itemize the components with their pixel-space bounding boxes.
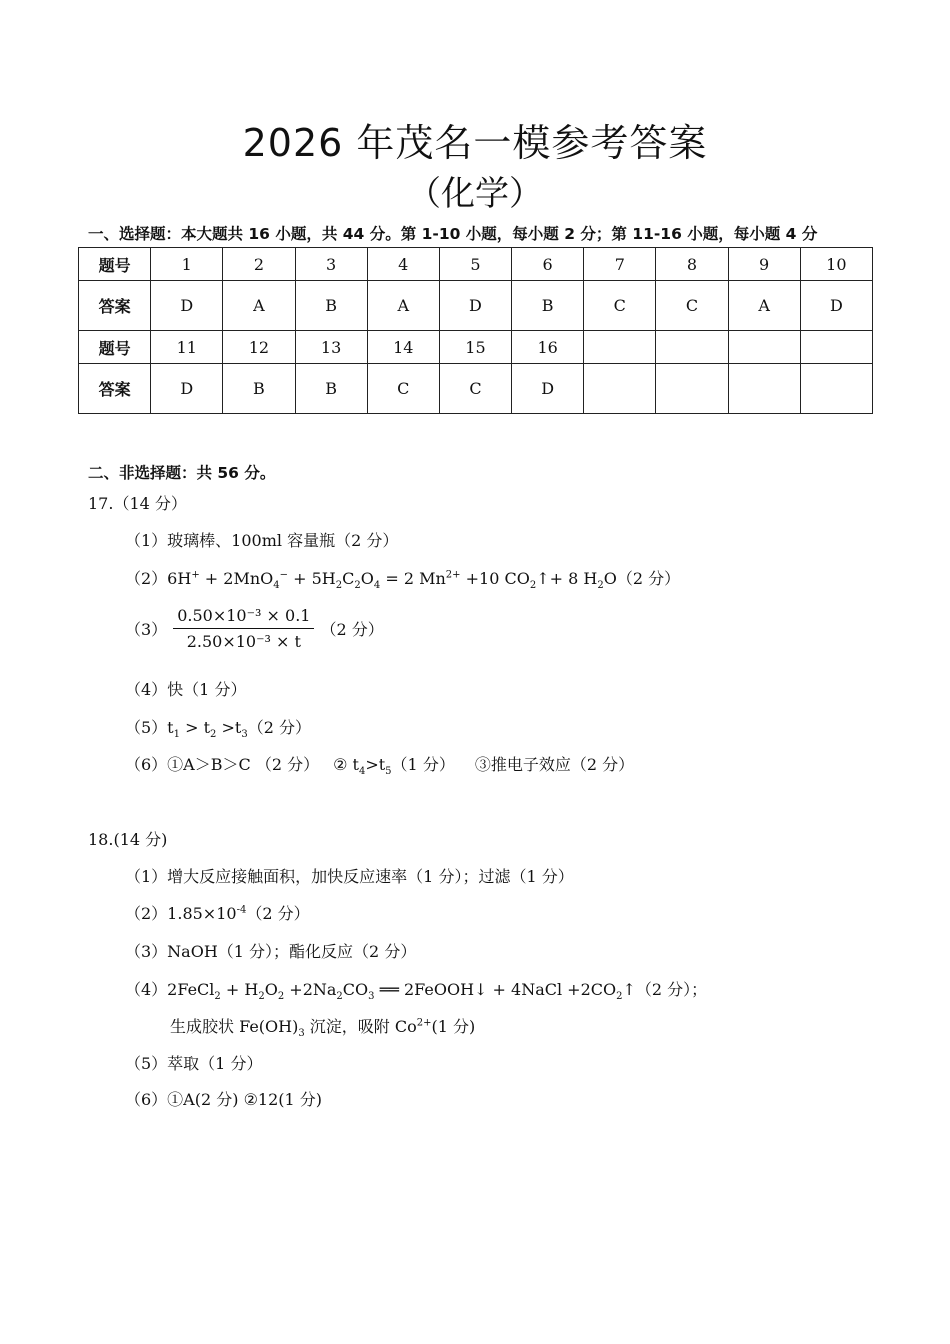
question-number-cell: 13	[295, 331, 367, 364]
answer-cell	[800, 364, 872, 414]
question-number-cell	[800, 331, 872, 364]
q17-part4: （4）快（1 分）	[125, 680, 247, 699]
question-number-row-label: 题号	[79, 248, 151, 281]
question-number-cell: 6	[512, 248, 584, 281]
question-number-cell: 4	[367, 248, 439, 281]
answer-row-label: 答案	[79, 364, 151, 414]
answer-cell	[728, 364, 800, 414]
question-number-cell: 9	[728, 248, 800, 281]
question-number-cell	[656, 331, 728, 364]
answer-cell: A	[223, 281, 295, 331]
rate-fraction	[173, 606, 314, 651]
answer-row	[79, 281, 873, 331]
answer-cell: D	[151, 364, 223, 414]
question-number-cell: 16	[512, 331, 584, 364]
question-number-row	[79, 248, 873, 281]
answer-cell	[656, 364, 728, 414]
answer-cell: D	[151, 281, 223, 331]
answer-cell: B	[295, 364, 367, 414]
q17-part3: （3） $\frac{\text{0.50×10⁻³ × 0.1}}{\text{2.50×10⁻³ × t}}$ （2 分）	[125, 606, 384, 651]
section1-heading: 一、选择题：本大题共 16 小题，共 44 分。第 1-10 小题，每小题 2 分；第 11-16 小题，每小题 4 分	[88, 225, 818, 243]
question-number-cell: 10	[800, 248, 872, 281]
answer-cell: C	[367, 364, 439, 414]
page-title: 2026 年茂名一模参考答案	[242, 121, 708, 165]
question-number-cell: 2	[223, 248, 295, 281]
q18-title: 18.(14 分)	[88, 830, 168, 849]
answer-cell: D	[439, 281, 511, 331]
answer-row	[79, 364, 873, 414]
section2-heading: 二、非选择题：共 56 分。	[88, 464, 276, 482]
answer-cell: D	[512, 364, 584, 414]
q18-part4-continued: 生成胶状 $Fe(OH)_3$ 沉淀，吸附 $Co^{2+}(1$ 分)	[170, 1017, 476, 1040]
answer-cell: C	[584, 281, 656, 331]
question-number-cell: 1	[151, 248, 223, 281]
answer-row-label: 答案	[79, 281, 151, 331]
answer-cell	[584, 364, 656, 414]
question-number-cell: 5	[439, 248, 511, 281]
answer-cell: B	[223, 364, 295, 414]
answer-table	[78, 247, 873, 414]
fraction-denominator: 2.50×10⁻³ × t	[186, 632, 301, 651]
question-number-cell: 15	[439, 331, 511, 364]
answer-cell: D	[800, 281, 872, 331]
answer-cell: B	[295, 281, 367, 331]
q18-part3: （3）NaOH（1 分）；酯化反应（2 分）	[125, 942, 417, 961]
question-number-cell: 12	[223, 331, 295, 364]
q17-part2: $(2)6H^+ + 2MnO_4^- + 5H_2C_2O_4 = 2$ $Mn^{2+} +10$ $CO_2↑+ 8$ $H_2O(2$ 分）	[125, 569, 681, 592]
q17-part5: $(5)t_1 > t_2 >t_3(2$ 分）	[125, 718, 311, 741]
answer-cell: A	[728, 281, 800, 331]
question-number-row-label: 题号	[79, 331, 151, 364]
q18-part2: $(2)1.85\times 10^{-4}(2$ 分）	[125, 904, 310, 923]
q18-part4: （4）2FeCl$_2$ + $H_2O_2 +2Na_2CO_3$ ══ 2FeOOH↓ + 4NaCl $+2CO_2↑(2$ 分）；	[125, 980, 708, 1003]
question-number-cell: 7	[584, 248, 656, 281]
q18-part5: （5）萃取（1 分）	[125, 1054, 263, 1073]
question-number-cell	[584, 331, 656, 364]
question-number-cell: 3	[295, 248, 367, 281]
answer-cell: C	[439, 364, 511, 414]
fraction-numerator: 0.50×10⁻³ × 0.1	[173, 606, 314, 629]
question-number-cell: 14	[367, 331, 439, 364]
q17-title: 17.（14 分）	[88, 494, 187, 513]
q18-part6: （6）①A(2 分) ②12(1 分)	[125, 1090, 323, 1109]
q17-part1: （1）玻璃棒、100ml 容量瓶（2 分）	[125, 531, 399, 550]
q18-part1: （1）增大反应接触面积，加快反应速率（1 分）；过滤（1 分）	[125, 867, 574, 886]
question-number-row	[79, 331, 873, 364]
answer-cell: B	[512, 281, 584, 331]
answer-cell: A	[367, 281, 439, 331]
q17-part6: （6）①A＞B＞C （2 分） ② $t_4>t_5(1$ 分） ③推电子效应（2 分）	[125, 755, 635, 778]
answer-cell: C	[656, 281, 728, 331]
question-number-cell: 11	[151, 331, 223, 364]
question-number-cell: 8	[656, 248, 728, 281]
page-subtitle: （化学）	[407, 174, 543, 214]
question-number-cell	[728, 331, 800, 364]
